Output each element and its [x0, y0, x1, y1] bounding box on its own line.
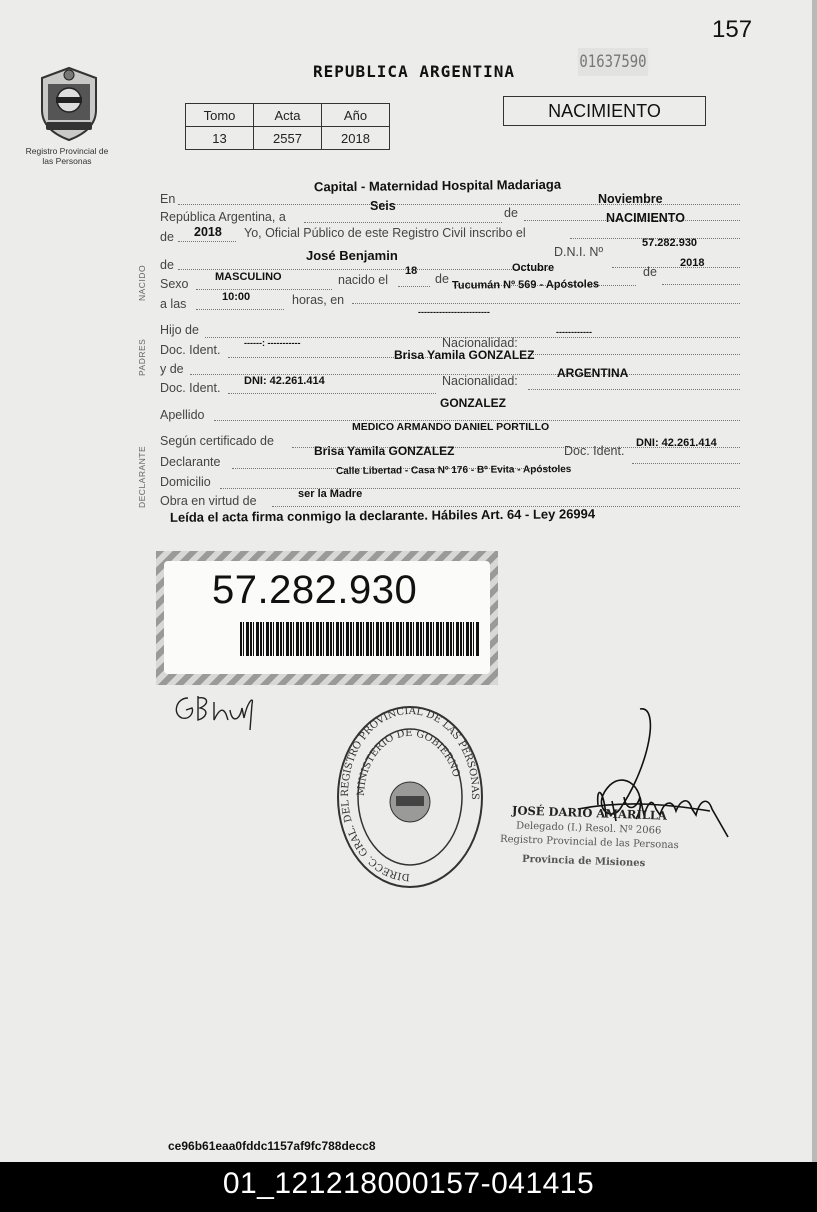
label-dni: D.N.I. Nº — [554, 245, 604, 259]
footer-id: 01_121218000157-041415 — [0, 1162, 817, 1212]
label-segun: Según certificado de — [160, 434, 274, 448]
value-acta: 2557 — [254, 127, 322, 150]
label-de-year: de — [160, 230, 174, 244]
page-edge — [812, 0, 817, 1162]
province-coat-of-arms-logo — [34, 64, 104, 142]
header-acta: Acta — [254, 104, 322, 127]
sticker-dni-number: 57.282.930 — [212, 568, 418, 612]
dotted-line — [304, 221, 502, 223]
value-name: José Benjamin — [306, 248, 398, 263]
value-birth-place: Tucumán Nº 569 - Apóstoles — [451, 278, 600, 292]
value-address: Calle Libertad - Casa Nº 176 - Bº Evita - Apóstoles — [335, 463, 572, 478]
dotted-line — [228, 392, 436, 394]
label-en: En — [160, 192, 176, 206]
dotted-line — [196, 288, 332, 290]
record-table-value-row — [186, 127, 390, 150]
value-place: Capital - Maternidad Hospital Madariaga — [313, 176, 562, 195]
stamp-ring-text: DIRECC. GRAL. DEL REGISTRO PROVINCIAL DE LAS PERSONAS — [340, 705, 481, 883]
dotted-line — [398, 285, 430, 287]
official-office: Registro Provincial de las Personas — [499, 833, 679, 852]
dotted-line — [528, 353, 740, 355]
value-capacity: ser la Madre — [298, 488, 363, 500]
official-role: Delegado (I.) Resol. Nº 2066 — [515, 820, 662, 837]
dotted-line — [178, 240, 236, 242]
label-a-las: a las — [160, 297, 187, 311]
dotted-line — [352, 302, 740, 304]
page-number: 157 — [712, 16, 753, 43]
label-apellido: Apellido — [160, 408, 205, 422]
value-sex: MASCULINO — [215, 271, 282, 283]
value-mother-doc: DNI: 42.261.414 — [244, 375, 325, 387]
value-certificate: MEDICO ARMANDO DANIEL PORTILLO — [352, 421, 550, 433]
value-ano: 2018 — [322, 127, 390, 150]
closing-statement: Leída el acta firma conmigo la declarante. Hábiles Art. 64 - Ley 26994 — [169, 506, 596, 525]
value-declarant-doc: DNI: 42.261.414 — [636, 437, 717, 449]
value-surname: GONZALEZ — [440, 396, 506, 410]
value-tomo: 13 — [186, 127, 254, 150]
label-hijo-de: Hijo de — [160, 323, 199, 337]
label-de-name: de — [160, 258, 174, 272]
record-type-box: NACIMIENTO — [503, 96, 706, 126]
label-nacionalidad-mother: Nacionalidad: — [442, 374, 518, 388]
dotted-line — [528, 388, 740, 390]
dotted-line — [196, 308, 284, 310]
value-dni: 57.282.930 — [642, 237, 698, 249]
barcode — [240, 622, 480, 656]
label-de-month: de — [435, 272, 449, 286]
label-nacionalidad-father: Nacionalidad: — [442, 336, 518, 350]
country-heading: REPUBLICA ARGENTINA — [313, 62, 516, 81]
label-yo: Yo, Oficial Público de este Registro Civil inscribo el — [244, 226, 526, 240]
official-province: Provincia de Misiones — [521, 853, 646, 870]
side-label-declarante: DECLARANTE — [137, 445, 147, 508]
label-sexo: Sexo — [160, 277, 189, 291]
value-birth-day: 18 — [405, 265, 418, 277]
label-doc-ident-father: Doc. Ident. — [160, 343, 221, 357]
label-republica: República Argentina, a — [160, 210, 286, 224]
value-time: 10:00 — [222, 291, 251, 303]
dotted-line — [632, 462, 740, 464]
value-day: Seis — [370, 199, 396, 213]
header-ano: Año — [322, 104, 390, 127]
label-declarante: Declarante — [160, 455, 221, 469]
registry-name: Registro Provincial de las Personas — [25, 146, 109, 166]
value-father-nat: ------------ — [556, 327, 592, 337]
official-round-stamp — [334, 704, 486, 890]
value-month: Noviembre — [598, 192, 663, 206]
dotted-line — [662, 283, 740, 285]
dotted-line — [612, 266, 740, 268]
record-table-header-row — [186, 104, 390, 127]
value-year: 2018 — [194, 225, 222, 239]
dotted-line — [178, 268, 550, 270]
initials-signature — [170, 690, 262, 732]
record-table — [185, 103, 390, 150]
label-horas-en: horas, en — [292, 293, 345, 307]
label-y-de: y de — [160, 362, 184, 376]
label-doc-ident-declarant: Doc. Ident. — [564, 444, 625, 458]
value-birth-month: Octubre — [512, 262, 555, 274]
side-label-padres: PADRES — [137, 338, 147, 376]
stamp-inner-text: MINISTERIO DE GOBIERNO — [355, 727, 462, 797]
value-father-line: ------------------------ — [418, 307, 490, 317]
serial-number: 01637590 — [578, 48, 649, 76]
value-mother-nat: ARGENTINA — [557, 366, 629, 380]
label-obra: Obra en virtud de — [160, 494, 257, 508]
value-event: NACIMIENTO — [606, 211, 685, 225]
value-birth-year: 2018 — [680, 257, 705, 269]
label-nacido-el: nacido el — [338, 273, 389, 287]
label-domicilio: Domicilio — [160, 475, 211, 489]
label-de-birth-year: de — [643, 265, 657, 279]
value-mother: Brisa Yamila GONZALEZ — [394, 348, 535, 362]
value-father-doc: ------: ----------- — [244, 338, 301, 348]
side-label-nacido: NACIDO — [137, 264, 147, 301]
label-doc-ident-mother: Doc. Ident. — [160, 381, 221, 395]
official-name: JOSÉ DARIO AMARILLA — [511, 803, 668, 823]
document-hash: ce96b61eaa0fddc1157af9fc788decc8 — [168, 1139, 376, 1153]
label-de: de — [504, 206, 518, 220]
header-tomo: Tomo — [186, 104, 254, 127]
value-declarant: Brisa Yamila GONZALEZ — [314, 444, 455, 458]
